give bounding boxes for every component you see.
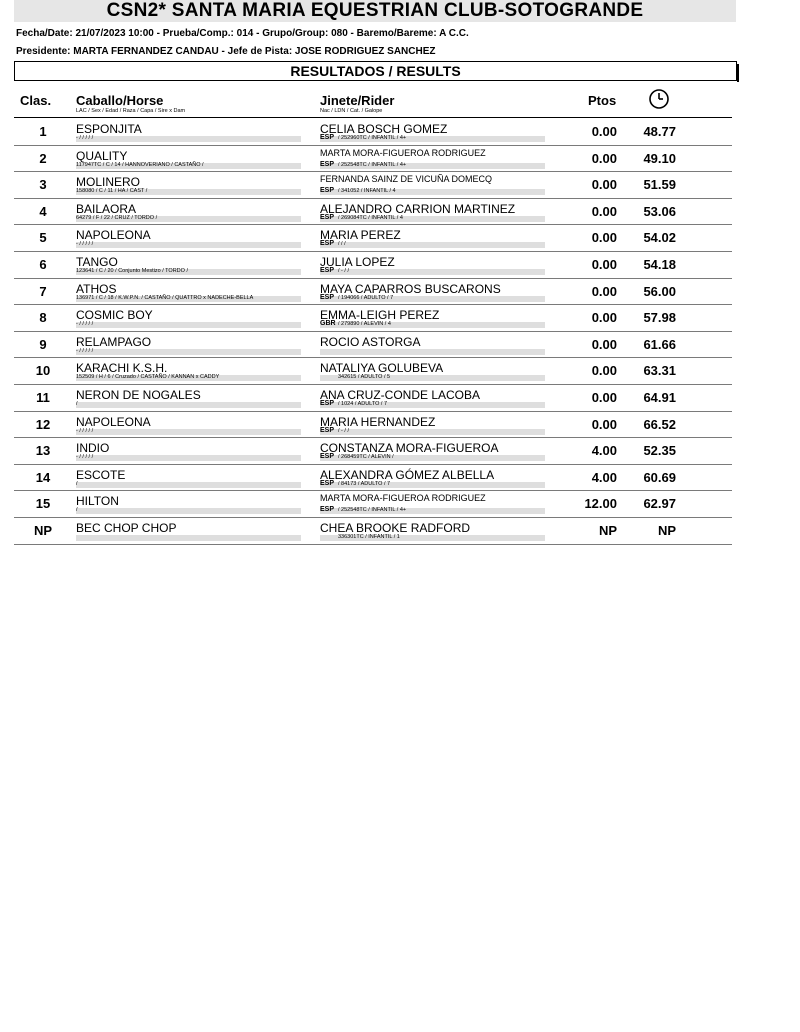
- time: 62.97: [643, 496, 676, 512]
- rider-nationality: ESP: [320, 240, 335, 248]
- rank: 10: [35, 363, 51, 379]
- horse-name: ATHOS: [76, 281, 117, 296]
- officials-info: Presidente: MARTA FERNANDEZ CANDAU - Jefe de Pista: JOSE RODRIGUEZ SANCHEZ: [16, 46, 436, 57]
- rider-info-bar: [320, 349, 545, 355]
- horse-details: - / / / / /: [76, 241, 94, 248]
- rider-details: / 252548TC / INFANTIL / 4+: [338, 161, 407, 168]
- header-divider: [14, 117, 732, 118]
- rider-details: 336301TC / INFANTIL / 1: [338, 533, 400, 540]
- horse-name: MOLINERO: [76, 175, 141, 190]
- rider-name: ALEXANDRA GÓMEZ ALBELLA: [320, 467, 495, 482]
- points: 0.00: [591, 310, 617, 326]
- time: 56.00: [643, 283, 676, 299]
- horse-info-bar: [76, 402, 301, 408]
- horse-details: /: [76, 400, 78, 407]
- horse-info-bar: [76, 508, 301, 514]
- rider-details: / - / /: [338, 427, 349, 434]
- rank: 9: [39, 336, 47, 352]
- horse-name: QUALITY: [76, 148, 128, 163]
- rank: 5: [39, 230, 47, 246]
- horse-info-bar: [76, 535, 301, 541]
- rider-name: MARIA PEREZ: [320, 228, 401, 243]
- clock-icon: [648, 88, 670, 110]
- points: 0.00: [591, 203, 617, 219]
- rank: 2: [39, 150, 47, 166]
- rider-name: NATALIYA GOLUBEVA: [320, 361, 444, 376]
- table-row: [14, 491, 732, 518]
- competition-info: Fecha/Date: 21/07/2023 10:00 - Prueba/Comp.: 014 - Grupo/Group: 080 - Baremo/Bareme: A C.C.: [16, 28, 469, 39]
- horse-name: NAPOLEONA: [76, 228, 151, 243]
- horse-details: - / / / / /: [76, 347, 94, 354]
- rank: 7: [39, 283, 47, 299]
- rider-name: CHEA BROOKE RADFORD: [320, 520, 471, 535]
- points: 0.00: [591, 283, 617, 299]
- points: NP: [598, 522, 617, 538]
- table-row: [14, 332, 732, 359]
- horse-details: /: [76, 480, 78, 487]
- rider-details: / 279890 / ALEVIN / 4: [338, 321, 391, 328]
- points: 0.00: [591, 177, 617, 193]
- rank: 4: [39, 203, 47, 219]
- points: 0.00: [591, 336, 617, 352]
- horse-name: INDIO: [76, 441, 110, 456]
- rider-name: MARTA MORA-FIGUEROA RODRIGUEZ: [320, 147, 486, 158]
- column-header-clas: Clas.: [20, 93, 52, 108]
- time: 63.31: [643, 363, 676, 379]
- rider-nationality: ESP: [320, 134, 335, 141]
- rider-details: / - / /: [338, 267, 349, 274]
- rider-details: / / /: [338, 241, 346, 248]
- rider-info-bar: [320, 242, 545, 248]
- points: 0.00: [591, 124, 617, 139]
- horse-info-bar: [76, 136, 301, 142]
- time: 54.02: [643, 230, 676, 246]
- horse-info-bar: [76, 322, 301, 328]
- column-subheader-rider: Nac / LDN / Cat. / Galope: [320, 108, 383, 114]
- table-row: [14, 279, 732, 306]
- rider-nationality: ESP: [320, 453, 335, 461]
- rider-details: / 268459TC / ALEVIN /: [338, 454, 394, 461]
- horse-details: /: [76, 507, 78, 514]
- time: 61.66: [643, 336, 676, 352]
- rider-info-bar: [320, 266, 545, 275]
- horse-details: - / / / / /: [76, 427, 94, 434]
- horse-name: KARACHI K.S.H.: [76, 361, 168, 376]
- page-title: CSN2* SANTA MARIA EQUESTRIAN CLUB-SOTOGRANDE: [14, 0, 736, 22]
- rider-nationality: GBR: [320, 320, 336, 328]
- rider-name: CELIA BOSCH GOMEZ: [320, 122, 448, 136]
- time: 52.35: [643, 443, 676, 459]
- rider-nationality: ESP: [320, 187, 335, 195]
- time: 60.69: [643, 469, 676, 485]
- time: NP: [657, 522, 676, 538]
- rider-nationality: ESP: [320, 479, 335, 487]
- time: 64.91: [643, 389, 676, 405]
- table-row: [14, 518, 732, 545]
- horse-details: 152509 / H / 6 / Cruzado / CASTAÑO / KANNAN x CADDY: [76, 374, 220, 381]
- table-row: [14, 358, 732, 385]
- horse-name: COSMIC BOY: [76, 308, 153, 323]
- horse-details: 136971 / C / 18 / K.W.P.N. / CASTAÑO / QUATTRO x NADECHE-BELLA: [76, 294, 254, 301]
- column-header-points: Ptos: [588, 93, 617, 108]
- rider-nationality: ESP: [320, 399, 335, 407]
- rider-nationality: ESP: [320, 506, 335, 514]
- results-heading: RESULTADOS / RESULTS: [14, 61, 737, 81]
- rider-details: / 341052 / INFANTIL / 4: [338, 188, 396, 195]
- points: 0.00: [591, 150, 617, 166]
- rider-nationality: ESP: [320, 266, 335, 274]
- rider-details: / 252960TC / INFANTIL / 4+: [338, 135, 407, 141]
- rider-nationality: ESP: [320, 160, 335, 168]
- rider-name: ROCIO ASTORGA: [320, 334, 421, 349]
- points: 4.00: [591, 469, 617, 485]
- points: 0.00: [591, 230, 617, 246]
- rider-info-bar: [320, 426, 545, 435]
- rider-details: / 84173 / ADULTO / 7: [338, 480, 391, 487]
- rider-name: FERNANDA SAINZ DE VICUÑA DOMECQ: [320, 174, 493, 185]
- horse-info-bar: [76, 349, 301, 355]
- column-header-rider: Jinete/Rider: [320, 93, 395, 108]
- rider-nationality: ESP: [320, 426, 335, 434]
- rank: 11: [36, 389, 50, 405]
- rider-name: CONSTANZA MORA-FIGUEROA: [320, 441, 499, 456]
- horse-name: NERON DE NOGALES: [76, 387, 201, 402]
- time: 57.98: [643, 310, 676, 326]
- time: 49.10: [643, 150, 676, 166]
- table-row: [14, 252, 732, 279]
- table-row: [14, 438, 732, 465]
- horse-name: ESCOTE: [76, 467, 126, 482]
- table-row: [14, 305, 732, 332]
- rider-name: MARIA HERNANDEZ: [320, 414, 436, 429]
- time: 53.06: [643, 203, 676, 219]
- rider-details: 342615 / ADULTO / 5: [338, 374, 391, 381]
- horse-info-bar: [76, 242, 301, 248]
- table-row: [14, 385, 732, 412]
- points: 0.00: [591, 363, 617, 379]
- horse-name: ESPONJITA: [76, 122, 142, 136]
- rank: 1: [39, 124, 47, 139]
- rider-details: / 252548TC / INFANTIL / 4+: [338, 507, 407, 514]
- horse-info-bar: [76, 482, 301, 488]
- horse-details: 123641 / C / 20 / Conjunto Mestizo / TORDO /: [76, 267, 188, 274]
- column-header-horse: Caballo/Horse: [76, 93, 164, 108]
- rank: 15: [35, 496, 51, 512]
- rider-name: ANA CRUZ-CONDE LACOBA: [320, 387, 481, 402]
- table-row: [14, 199, 732, 226]
- horse-info-bar: [76, 455, 301, 461]
- horse-name: HILTON: [76, 494, 119, 509]
- rank: 14: [35, 469, 51, 485]
- rider-details: / 269084TC / INFANTIL / 4: [338, 214, 403, 221]
- rank: 13: [35, 443, 51, 459]
- rider-nationality: ESP: [320, 293, 335, 301]
- points: 12.00: [584, 496, 617, 512]
- horse-details: 64279 / F / 22 / CRUZ / TORDO /: [76, 214, 158, 221]
- table-row: [14, 146, 732, 173]
- time: 51.59: [643, 177, 676, 193]
- time: 66.52: [643, 416, 676, 432]
- table-row: [14, 465, 732, 492]
- horse-details: - / / / / /: [76, 135, 94, 141]
- table-row: [14, 412, 732, 439]
- table-row: [14, 225, 732, 252]
- rider-details: / 194066 / ADULTO / 7: [338, 294, 394, 301]
- points: 0.00: [591, 389, 617, 405]
- rider-nationality: ESP: [320, 213, 335, 221]
- points: 0.00: [591, 256, 617, 272]
- horse-info-bar: [76, 429, 301, 435]
- rank: NP: [33, 522, 53, 538]
- rider-details: / 1024 / ADULTO / 7: [338, 400, 388, 407]
- rider-name: ALEJANDRO CARRION MARTINEZ: [320, 201, 516, 216]
- time: 48.77: [643, 124, 676, 139]
- horse-name: TANGO: [76, 254, 118, 269]
- horse-details: 158080 / C / 11 / HA / CAST /: [76, 188, 148, 195]
- rider-name: JULIA LOPEZ: [320, 254, 395, 269]
- rider-name: MARTA MORA-FIGUEROA RODRIGUEZ: [320, 493, 486, 504]
- horse-name: BAILAORA: [76, 201, 137, 216]
- horse-name: RELAMPAGO: [76, 334, 152, 349]
- time: 54.18: [643, 256, 676, 272]
- horse-details: 117947TC / C / 14 / HANNOVERIANO / CASTAÑO /: [76, 161, 204, 168]
- rank: 8: [39, 310, 47, 326]
- rank: 6: [39, 256, 47, 272]
- column-subheader-horse: LAC / Sex / Edad / Raza / Capa / Sire x Dam: [76, 108, 186, 114]
- horse-details: - / / / / /: [76, 454, 94, 461]
- rank: 12: [35, 416, 51, 432]
- results-table: [14, 119, 732, 545]
- rider-name: MAYA CAPARROS BUSCARONS: [320, 281, 501, 296]
- rider-name: EMMA-LEIGH PEREZ: [320, 308, 440, 323]
- rank: 3: [39, 177, 47, 193]
- table-row: [14, 119, 732, 146]
- horse-name: NAPOLEONA: [76, 414, 151, 429]
- horse-name: BEC CHOP CHOP: [76, 520, 177, 535]
- horse-details: - / / / / /: [76, 321, 94, 328]
- points: 4.00: [591, 443, 617, 459]
- table-row: [14, 172, 732, 199]
- points: 0.00: [591, 416, 617, 432]
